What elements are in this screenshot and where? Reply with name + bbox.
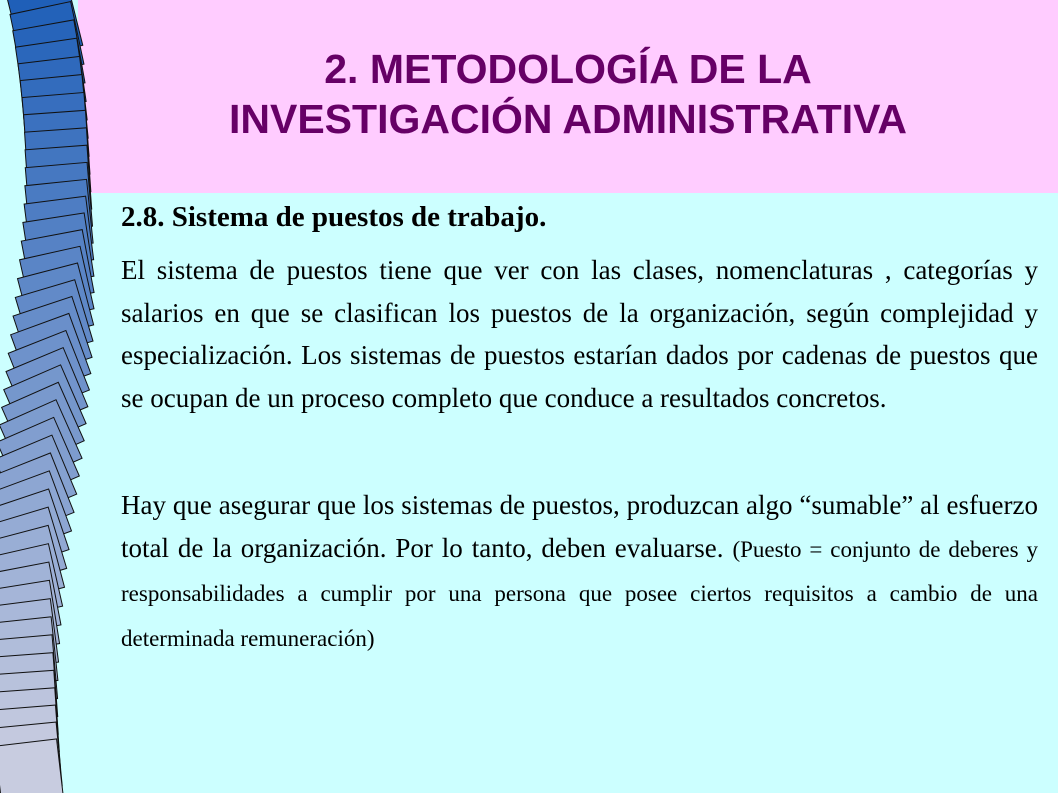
slide-body [121, 195, 1038, 660]
paragraph-2-note: (Puesto = conjunto de deberes y responsabilidades a cumplir por una persona que posee ciertos requisitos a cambio de una determinada remuneración) [121, 536, 1038, 651]
paragraph-2 [121, 484, 1038, 660]
decor-card [0, 739, 64, 793]
title-line-1: 2. METODOLOGÍA DE LA [324, 46, 812, 92]
paragraph-1: El sistema de puestos tiene que ver con las clases, nomenclaturas , categorías y salarios en que se clasifican los puestos de la organización, según complejidad y especialización. Los sistemas de puestos estarían dados por cadenas de puestos que se ocupan de un proceso completo que conduce a resultados concretos. [121, 255, 1038, 413]
title-line-2: INVESTIGACIÓN ADMINISTRATIVA [228, 96, 908, 142]
section-heading: 2.8. Sistema de puestos de trabajo. [121, 201, 547, 233]
paragraph-2-main: Hay que asegurar que los sistemas de puestos, produzcan algo “sumable” al esfuerzo total de la organización. Por lo tanto, deben evaluarse. [121, 490, 1038, 563]
slide-title [78, 44, 1058, 144]
